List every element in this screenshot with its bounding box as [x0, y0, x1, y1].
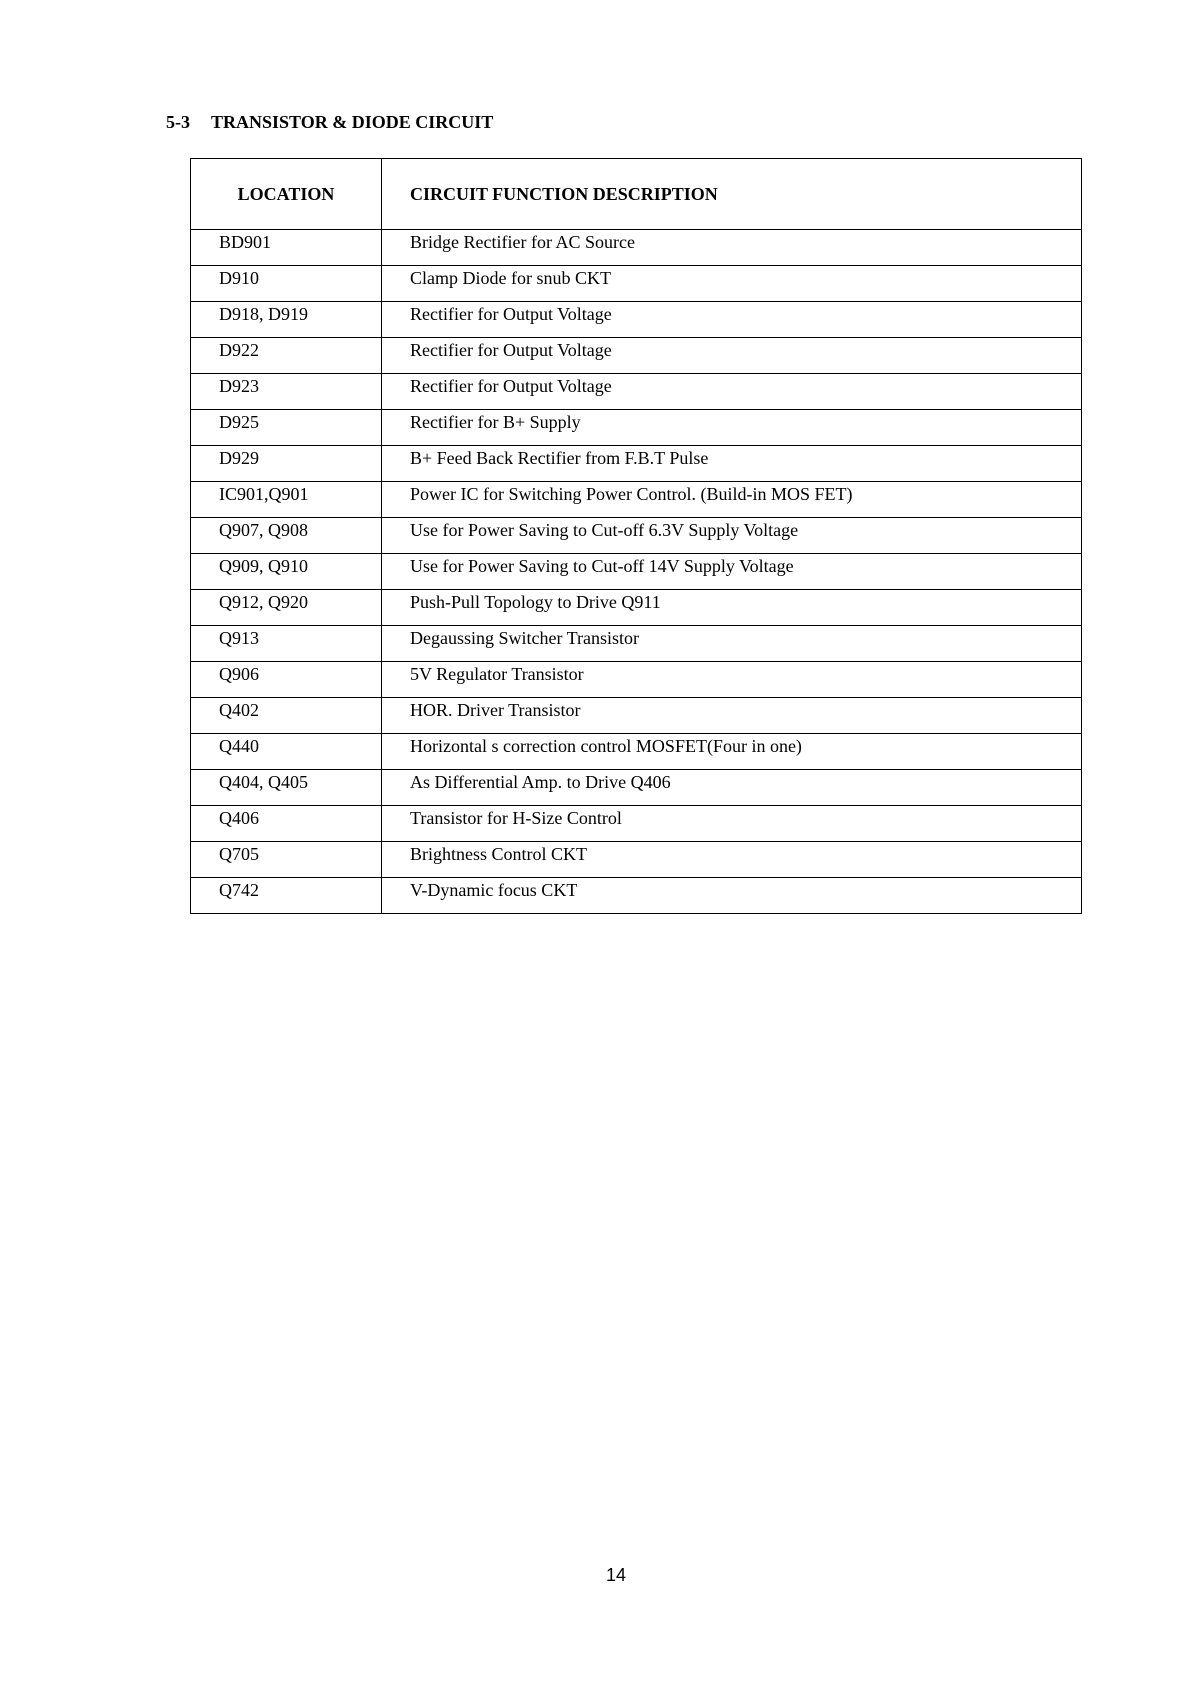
cell-description: Brightness Control CKT — [382, 842, 1082, 878]
cell-description: Transistor for H-Size Control — [382, 806, 1082, 842]
cell-description: V-Dynamic focus CKT — [382, 878, 1082, 914]
table-row — [191, 374, 1082, 410]
table-row — [191, 662, 1082, 698]
cell-location: D910 — [191, 266, 382, 302]
cell-location: Q913 — [191, 626, 382, 662]
cell-description: Horizontal s correction control MOSFET(Four in one) — [382, 734, 1082, 770]
cell-description: Push-Pull Topology to Drive Q911 — [382, 590, 1082, 626]
cell-description: HOR. Driver Transistor — [382, 698, 1082, 734]
cell-location: IC901,Q901 — [191, 482, 382, 518]
cell-description: As Differential Amp. to Drive Q406 — [382, 770, 1082, 806]
cell-description: Rectifier for Output Voltage — [382, 374, 1082, 410]
table-row — [191, 698, 1082, 734]
header-description: CIRCUIT FUNCTION DESCRIPTION — [382, 159, 1082, 230]
table-header-row — [191, 159, 1082, 230]
cell-description: Clamp Diode for snub CKT — [382, 266, 1082, 302]
section-heading — [166, 112, 493, 133]
table-row — [191, 446, 1082, 482]
header-location: LOCATION — [191, 159, 382, 230]
cell-location: Q742 — [191, 878, 382, 914]
cell-location: D923 — [191, 374, 382, 410]
section-number: 5-3 — [166, 112, 190, 132]
cell-location: D918, D919 — [191, 302, 382, 338]
transistor-diode-table — [190, 158, 1082, 914]
cell-description: Degaussing Switcher Transistor — [382, 626, 1082, 662]
page-number: 14 — [605, 1565, 627, 1585]
table-row — [191, 338, 1082, 374]
table-row — [191, 410, 1082, 446]
cell-description: Power IC for Switching Power Control. (Build-in MOS FET) — [382, 482, 1082, 518]
cell-location: Q402 — [191, 698, 382, 734]
table-row — [191, 518, 1082, 554]
table-row — [191, 734, 1082, 770]
cell-location: Q440 — [191, 734, 382, 770]
cell-description: B+ Feed Back Rectifier from F.B.T Pulse — [382, 446, 1082, 482]
cell-description: 5V Regulator Transistor — [382, 662, 1082, 698]
cell-location: D925 — [191, 410, 382, 446]
cell-description: Rectifier for Output Voltage — [382, 338, 1082, 374]
table-row — [191, 626, 1082, 662]
table-row — [191, 806, 1082, 842]
cell-location: BD901 — [191, 230, 382, 266]
table-row — [191, 230, 1082, 266]
table-row — [191, 482, 1082, 518]
cell-location: Q406 — [191, 806, 382, 842]
table-body — [191, 230, 1082, 914]
table-row — [191, 554, 1082, 590]
table-row — [191, 878, 1082, 914]
cell-location: Q404, Q405 — [191, 770, 382, 806]
cell-location: Q912, Q920 — [191, 590, 382, 626]
cell-description: Rectifier for Output Voltage — [382, 302, 1082, 338]
table-row — [191, 302, 1082, 338]
cell-description: Use for Power Saving to Cut-off 14V Supply Voltage — [382, 554, 1082, 590]
cell-location: Q906 — [191, 662, 382, 698]
cell-location: Q907, Q908 — [191, 518, 382, 554]
cell-location: Q705 — [191, 842, 382, 878]
cell-description: Rectifier for B+ Supply — [382, 410, 1082, 446]
table-row — [191, 770, 1082, 806]
cell-description: Bridge Rectifier for AC Source — [382, 230, 1082, 266]
cell-location: D929 — [191, 446, 382, 482]
cell-description: Use for Power Saving to Cut-off 6.3V Supply Voltage — [382, 518, 1082, 554]
table-row — [191, 590, 1082, 626]
cell-location: Q909, Q910 — [191, 554, 382, 590]
section-title: TRANSISTOR & DIODE CIRCUIT — [211, 112, 494, 132]
cell-location: D922 — [191, 338, 382, 374]
table-row — [191, 266, 1082, 302]
table-row — [191, 842, 1082, 878]
